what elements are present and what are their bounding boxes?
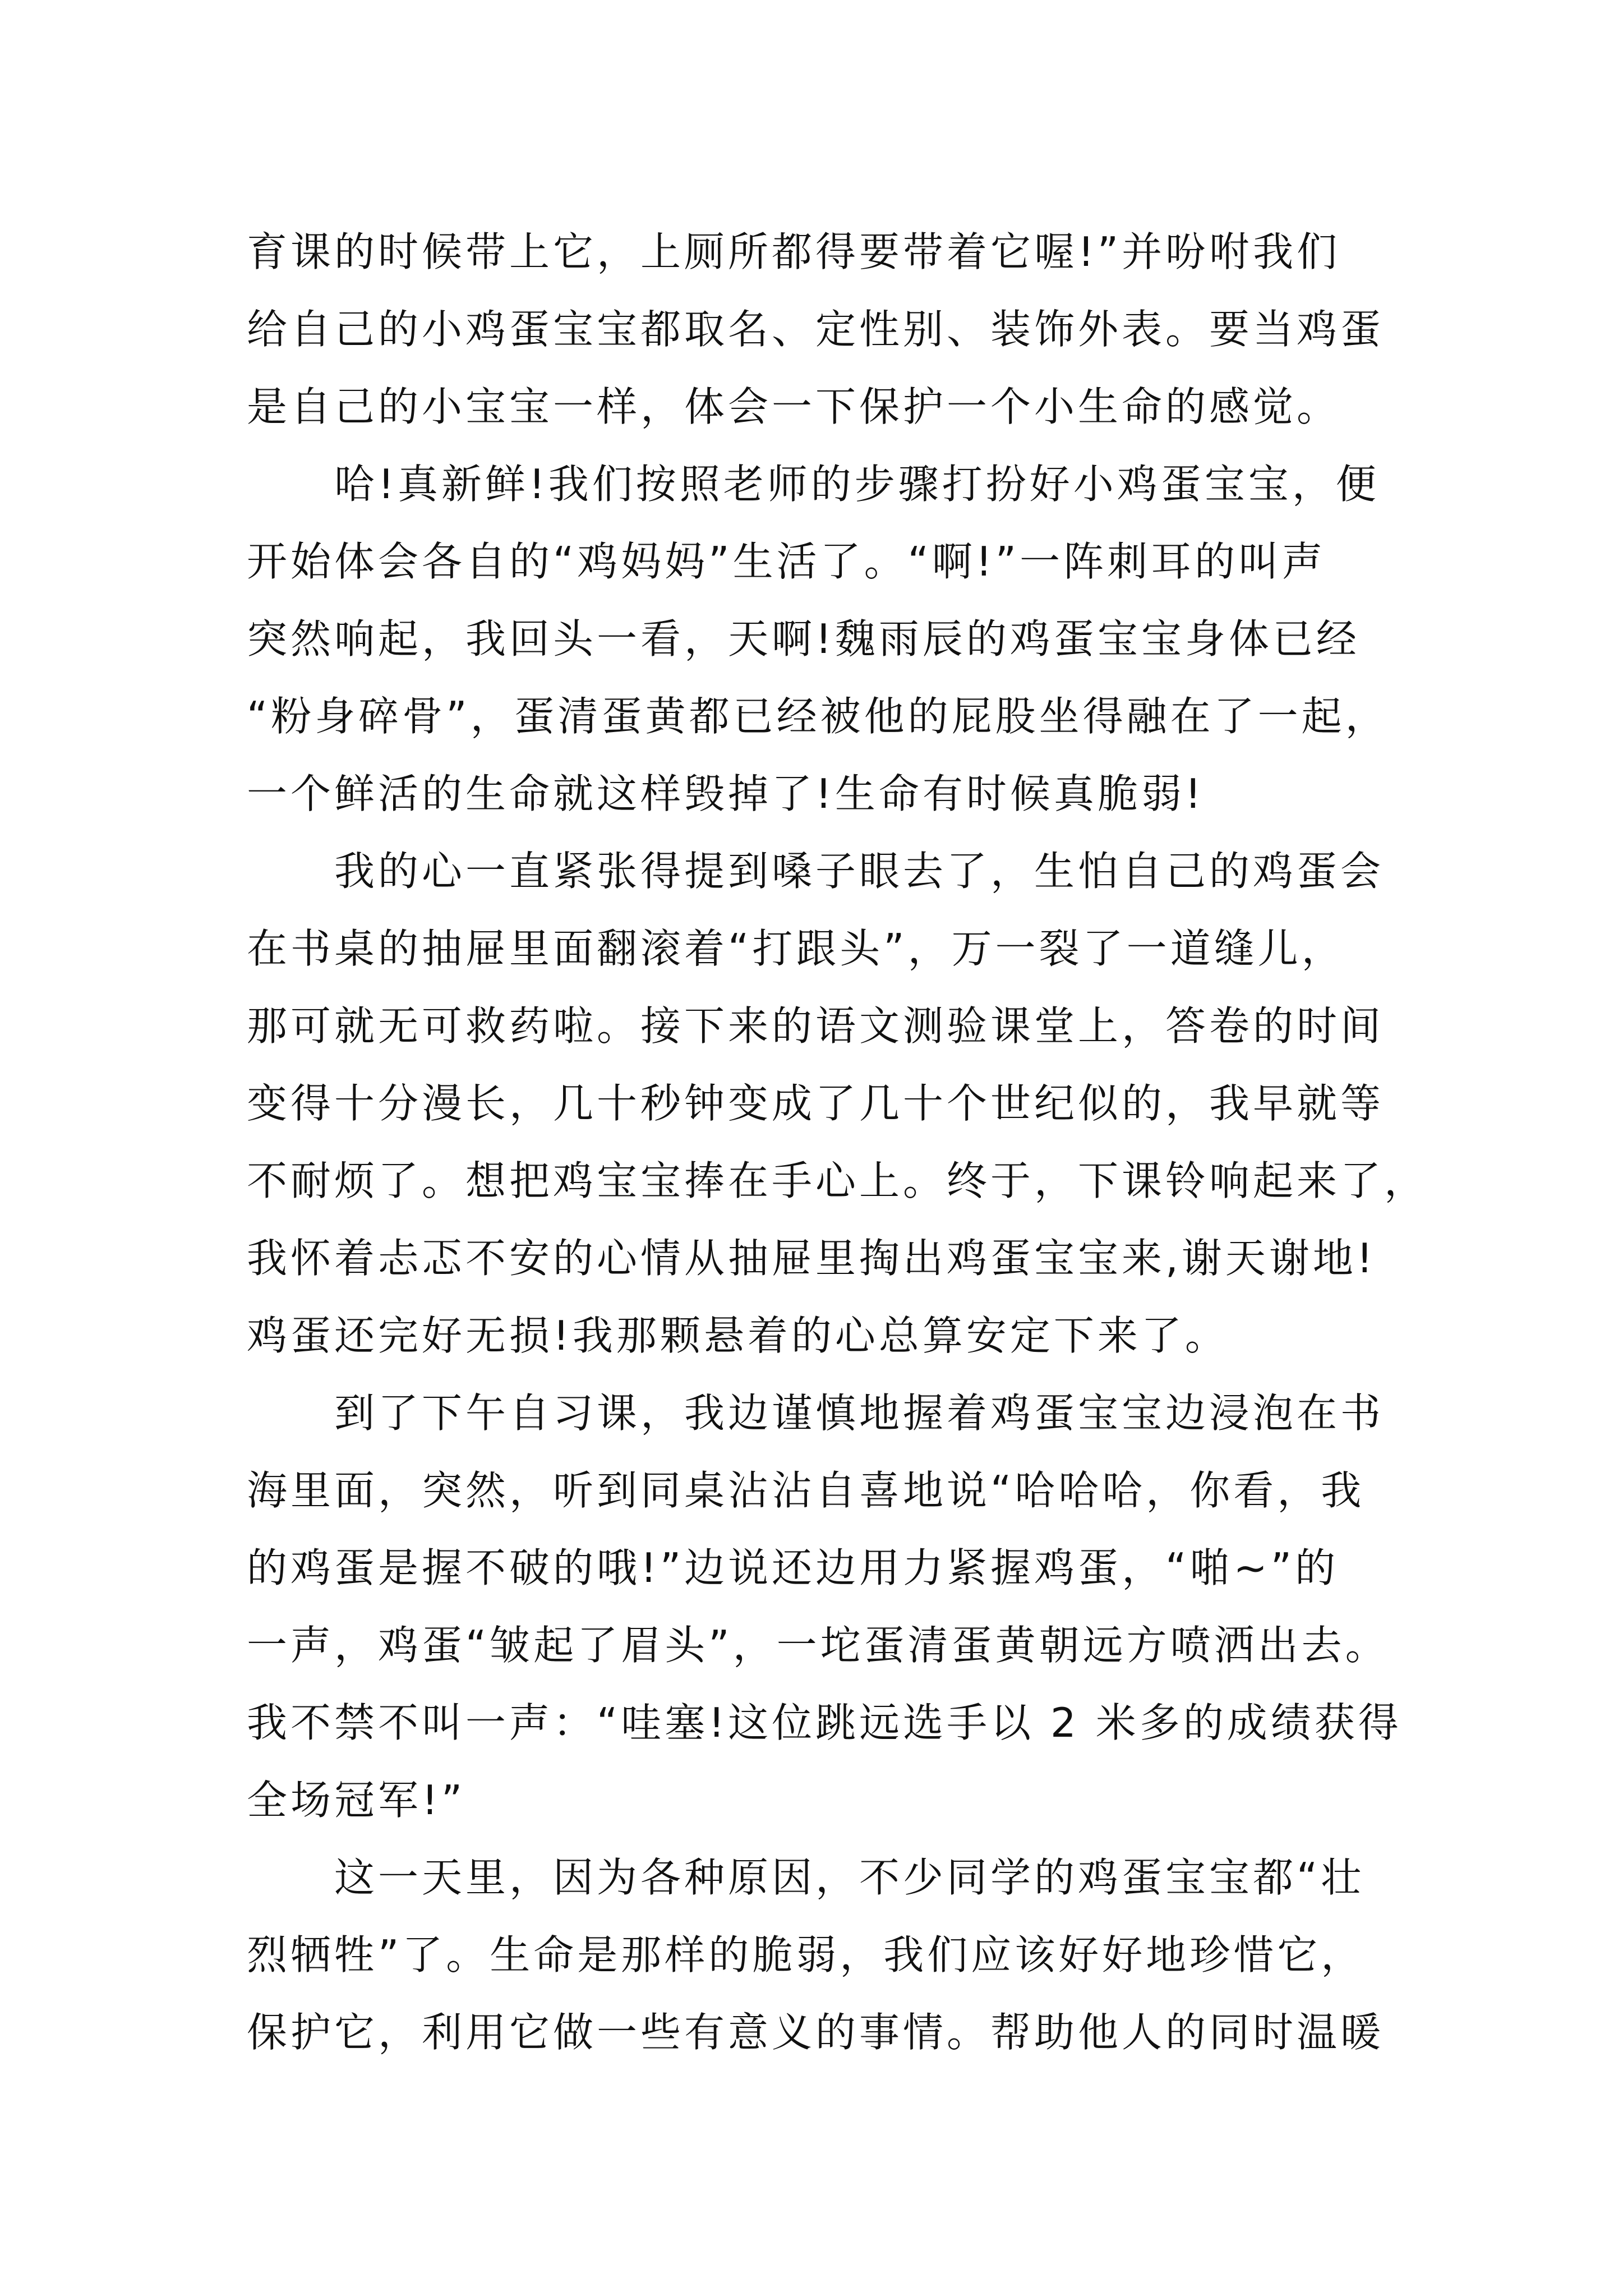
text-line: 育课的时候带上它，上厕所都得要带着它喔!”并吩咐我们 bbox=[247, 228, 1341, 275]
text-line: 在书桌的抽屉里面翻滚着“打跟头”，万一裂了一道缝儿， bbox=[247, 925, 1345, 972]
document-body bbox=[247, 213, 1428, 2071]
text-line: “粉身碎骨”，蛋清蛋黄都已经被他的屁股坐得融在了一起， bbox=[247, 693, 1389, 740]
text-line: 是自己的小宝宝一样，体会一下保护一个小生命的感觉。 bbox=[247, 383, 1341, 430]
text-line: 不耐烦了。想把鸡宝宝捧在手心上。终于，下课铃响起来了， bbox=[247, 1157, 1428, 1204]
text-line: 我的心一直紧张得提到嗓子眼去了，生怕自己的鸡蛋会 bbox=[247, 848, 1385, 895]
text-line: 的鸡蛋是握不破的哦!”边说还边用力紧握鸡蛋，“啪~”的 bbox=[247, 1544, 1339, 1591]
text-line: 突然响起，我回头一看，天啊!魏雨辰的鸡蛋宝宝身体已经 bbox=[247, 615, 1360, 662]
text-line: 一声，鸡蛋“皱起了眉头”，一坨蛋清蛋黄朝远方喷洒出去。 bbox=[247, 1622, 1389, 1669]
text-line: 保护它，利用它做一些有意义的事情。帮助他人的同时温暖 bbox=[247, 2009, 1385, 2056]
paragraph bbox=[247, 1374, 1402, 1839]
text-line: 我怀着忐忑不安的心情从抽屉里掏出鸡蛋宝宝来,谢天谢地! bbox=[247, 1235, 1376, 1282]
text-line: 鸡蛋还完好无损!我那颗悬着的心总算安定下来了。 bbox=[247, 1312, 1229, 1359]
paragraph bbox=[247, 1839, 1391, 2071]
text-line: 哈!真新鲜!我们按照老师的步骤打扮好小鸡蛋宝宝，便 bbox=[247, 461, 1380, 508]
paragraph bbox=[247, 445, 1391, 832]
text-line: 开始体会各自的“鸡妈妈”生活了。“啊!”一阵刺耳的叫声 bbox=[247, 538, 1326, 585]
text-line: 到了下午自习课，我边谨慎地握着鸡蛋宝宝边浸泡在书 bbox=[247, 1389, 1385, 1437]
text-line: 给自己的小鸡蛋宝宝都取名、定性别、装饰外表。要当鸡蛋 bbox=[247, 306, 1385, 353]
text-line: 这一天里，因为各种原因，不少同学的鸡蛋宝宝都“壮 bbox=[247, 1854, 1365, 1901]
text-line: 烈牺牲”了。生命是那样的脆弱，我们应该好好地珍惜它， bbox=[247, 1931, 1365, 1978]
text-line: 变得十分漫长，几十秒钟变成了几十个世纪似的，我早就等 bbox=[247, 1080, 1385, 1127]
text-line: 全场冠军!” bbox=[247, 1777, 466, 1824]
text-line: 那可就无可救药啦。接下来的语文测验课堂上，答卷的时间 bbox=[247, 1002, 1385, 1050]
paragraph bbox=[247, 832, 1428, 1374]
text-line: 海里面，突然，听到同桌沾沾自喜地说“哈哈哈，你看，我 bbox=[247, 1467, 1365, 1514]
text-line: 一个鲜活的生命就这样毁掉了!生命有时候真脆弱! bbox=[247, 770, 1205, 817]
text-line: 我不禁不叫一声：“哇塞!这位跳远选手以 2 米多的成绩获得 bbox=[247, 1699, 1402, 1746]
paragraph bbox=[247, 213, 1391, 445]
